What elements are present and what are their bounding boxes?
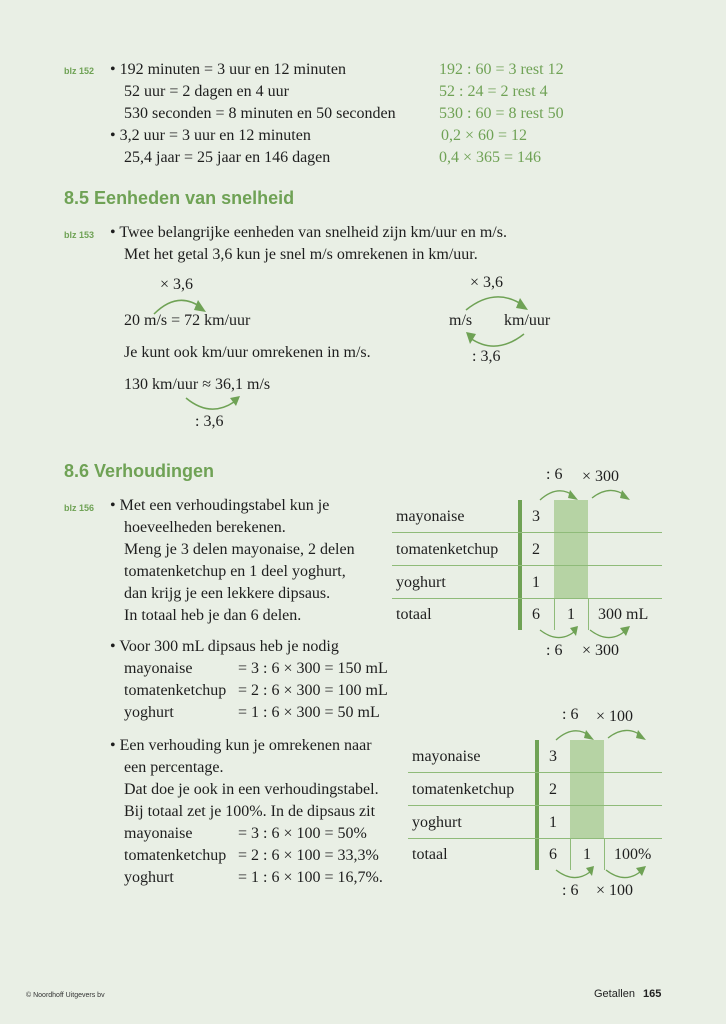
page-number: 165 <box>642 988 662 1000</box>
unit-kmh: km/uur <box>504 312 551 329</box>
multiply-label: × 100 <box>596 882 634 899</box>
row-label: totaal <box>412 846 448 863</box>
multiply-label: × 3,6 <box>470 274 504 291</box>
row-value: 300 mL <box>598 606 649 623</box>
row-value: 3 <box>532 508 540 525</box>
shaded-column <box>554 500 588 598</box>
multiply-label: × 300 <box>582 642 620 659</box>
list-item: yoghurt = 1 : 6 × 300 = 50 mL <box>124 704 380 721</box>
multiply-label: × 300 <box>582 468 620 485</box>
table-rule <box>408 805 662 806</box>
divide-label: : 6 <box>546 466 563 483</box>
page-reference: blz 153 <box>64 230 95 240</box>
speed-sentence: Je kunt ook km/uur omrekenen in m/s. <box>124 344 371 361</box>
row-value: 3 <box>549 748 557 765</box>
table-rule <box>392 532 662 533</box>
page-reference: blz 152 <box>64 66 95 76</box>
row-label: totaal <box>396 606 432 623</box>
table-rule <box>392 565 662 566</box>
row-value: 1 <box>532 574 540 591</box>
divide-label: : 6 <box>562 882 579 899</box>
list-item: 530 seconden = 8 minuten en 50 seconden <box>124 105 396 122</box>
calculation: 192 : 60 = 3 rest 12 <box>439 61 564 78</box>
row-value: 1 <box>549 814 557 831</box>
divide-label: : 3,6 <box>472 348 501 365</box>
list-item: 25,4 jaar = 25 jaar en 146 dagen <box>124 149 331 166</box>
section-heading-speed: 8.5 Eenheden van snelheid <box>64 188 295 208</box>
speed-intro-line2: Met het getal 3,6 kun je snel m/s omrekenen in km/uur. <box>124 246 478 263</box>
copyright: © Noordhoff Uitgevers bv <box>26 992 105 999</box>
row-value: 2 <box>532 541 540 558</box>
calculation: 530 : 60 = 8 rest 50 <box>439 105 564 122</box>
table-rule <box>408 772 662 773</box>
table-rule <box>392 598 662 599</box>
bullet: • <box>110 127 116 144</box>
row-value: 1 <box>567 606 575 623</box>
multiply-label: × 100 <box>596 708 634 725</box>
divide-label: : 6 <box>546 642 563 659</box>
row-value: 1 <box>583 846 591 863</box>
time-conversions-list <box>110 59 396 169</box>
list-item: tomatenketchup = 2 : 6 × 100 = 33,3% <box>124 847 379 864</box>
speed-example-1: 20 m/s = 72 km/uur <box>124 312 251 329</box>
list-item: • 192 minuten = 3 uur en 12 minuten <box>110 61 346 78</box>
unit-ms: m/s <box>449 312 473 329</box>
list-item: 52 uur = 2 dagen en 4 uur <box>124 83 289 100</box>
page-reference: blz 156 <box>64 503 95 513</box>
ratio-table-ml <box>392 466 662 666</box>
list-item: • 3,2 uur = 3 uur en 12 minuten <box>110 127 311 144</box>
bullet: • <box>110 638 116 655</box>
ratio-paragraph-2: • Voor 300 mL dipsaus heb je nodig mayonaise = 3 : 6 × 300 = 150 mL tomatenketchup = 2 : 6 × 300 = 100 mL yoghurt = 1 : 6 × 300 = 50 mL <box>110 636 388 724</box>
table-rule <box>408 838 662 839</box>
speed-conversion-diagram <box>440 270 570 370</box>
divide-label: : 6 <box>562 706 579 723</box>
row-label: mayonaise <box>396 508 465 525</box>
list-item: tomatenketchup = 2 : 6 × 300 = 100 mL <box>124 682 388 699</box>
time-calculations <box>439 59 564 169</box>
bullet: • <box>110 497 116 514</box>
calculation: 0,4 × 365 = 146 <box>439 149 542 166</box>
ratio-paragraph-3: • Een verhouding kun je omrekenen naar een percentage. Dat doe je ook in een verhoudingstabel. Bij totaal zet je 100%. In de dipsaus zit mayonaise = 3 : 6 × 100 = 50% tomatenketchup = 2 : 6 × 100 = 33,3% yoghurt = 1 : 6 × 100 = 16,7%. <box>110 735 383 889</box>
row-label: yoghurt <box>412 814 462 831</box>
bullet: • <box>110 737 116 754</box>
ratio-paragraph-1: • Met een verhoudingstabel kun je hoeveelheden berekenen. Meng je 3 delen mayonaise, 2 delen tomatenketchup en 1 deel yoghurt, dan krijg je een lekkere dipsaus. In totaal heb je dan 6 delen. <box>110 497 355 624</box>
divide-label: : 3,6 <box>195 413 224 430</box>
ratio-table-percent <box>408 706 662 906</box>
row-value: 2 <box>549 781 557 798</box>
multiply-label: × 3,6 <box>160 276 194 293</box>
row-value: 6 <box>549 846 557 863</box>
list-item: mayonaise = 3 : 6 × 100 = 50% <box>124 825 367 842</box>
list-item: yoghurt = 1 : 6 × 100 = 16,7%. <box>124 869 383 886</box>
row-value: 6 <box>532 606 540 623</box>
speed-intro-line1: • Twee belangrijke eenheden van snelheid zijn km/uur en m/s. <box>110 224 507 241</box>
row-value: 100% <box>614 846 652 863</box>
calculation: 52 : 24 = 2 rest 4 <box>439 83 548 100</box>
row-label: tomatenketchup <box>412 781 515 798</box>
shaded-column <box>570 740 604 838</box>
bullet: • <box>110 61 116 78</box>
chapter-name: Getallen <box>594 988 635 1000</box>
row-label: mayonaise <box>412 748 481 765</box>
page-footer <box>594 988 661 1000</box>
speed-example-2: 130 km/uur ≈ 36,1 m/s <box>124 376 271 393</box>
calculation: 0,2 × 60 = 12 <box>441 127 528 144</box>
row-label: tomatenketchup <box>396 541 499 558</box>
section-heading-ratio: 8.6 Verhoudingen <box>64 461 215 481</box>
bullet: • <box>110 224 116 241</box>
row-label: yoghurt <box>396 574 446 591</box>
list-item: mayonaise = 3 : 6 × 300 = 150 mL <box>124 660 388 677</box>
